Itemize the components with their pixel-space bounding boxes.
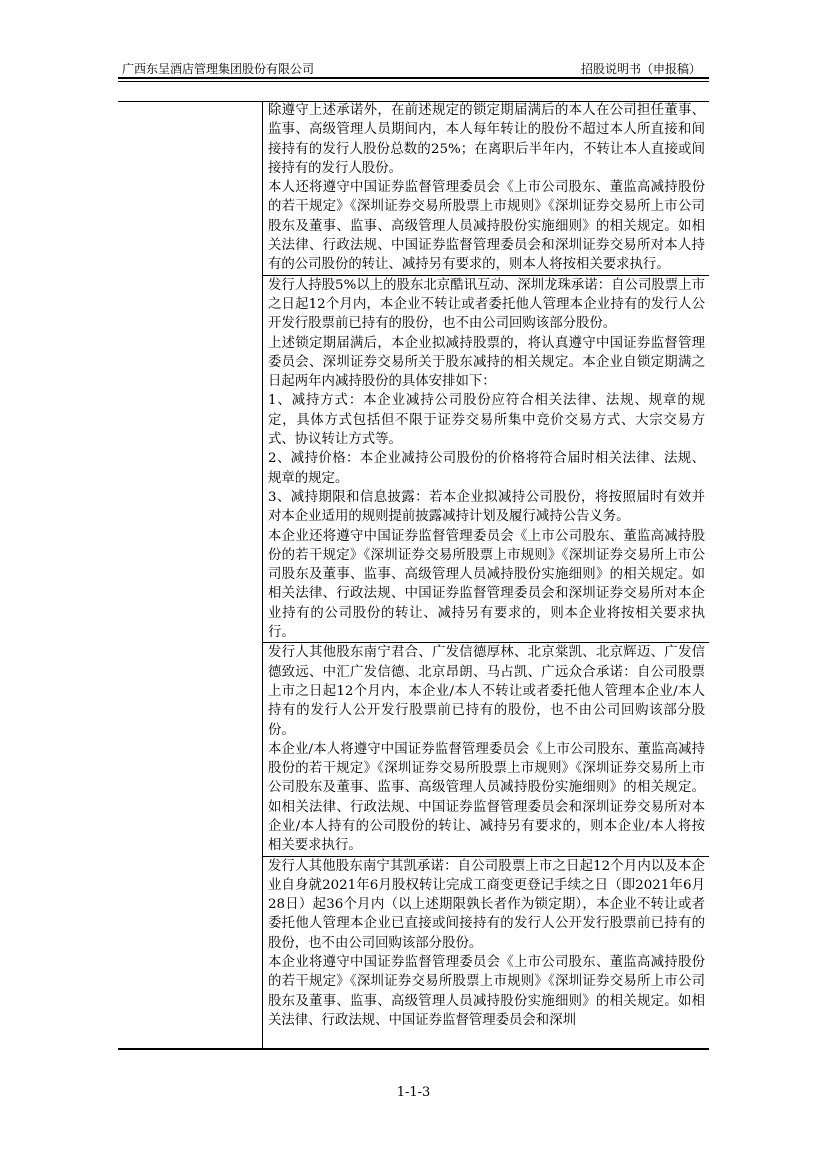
cell-paragraph: 1、减持方式：本企业减持公司股份应符合相关法律、法规、规章的规定，具体方式包括但不限于证券交易所集中竞价交易方式、大宗交易方式、协议转让方式等。 [268, 393, 705, 448]
cell-paragraph: 本企业/本人将遵守中国证券监督管理委员会《上市公司股东、董监高减持股份的若干规定》《深圳证券交易所股票上市规则》《深圳证券交易所上市公司股东及董事、监事、高级管理人员减持股份实施细则》的相关规定。如相关法律、行政法规、中国证券监督管理委员会和深圳证券交易所对本企业/本人持有的公司股份的转让、减持另有要求的，则本企业/本人将按相关要求执行。 [268, 741, 705, 854]
table-cell [263, 276, 709, 644]
cell-paragraph: 发行人其他股东南宁君合、广发信德厚林、北京棠凯、北京辉迈、广发信德致远、中汇广发信德、北京昂朗、马占凯、广远众合承诺：自公司股票上市之日起12个月内，本企业/本人不转让或者委托他人管理本企业/本人持有的发行人公开发行股票前已持有的股份，也不由公司回购该部分股份。 [268, 645, 705, 738]
document-title: 招股说明书（申报稿） [580, 62, 701, 76]
table-bottom-rule [118, 1048, 709, 1050]
table-cell [263, 101, 709, 276]
header-rule-thick [118, 77, 709, 79]
commitment-table [118, 101, 709, 1050]
table-cell [263, 643, 709, 856]
table-right-column [263, 101, 709, 1030]
table-cell [263, 857, 709, 1031]
cell-paragraph: 本企业将遵守中国证券监督管理委员会《上市公司股东、董监高减持股份的若干规定》《深圳证券交易所股票上市规则》《深圳证券交易所上市公司股东及董事、监事、高级管理人员减持股份实施细则》的相关规定。如相关法律、行政法规、中国证券监督管理委员会和深圳 [268, 955, 705, 1028]
cell-paragraph: 本人还将遵守中国证券监督管理委员会《上市公司股东、董监高减持股份的若干规定》《深圳证券交易所股票上市规则》《深圳证券交易所上市公司股东及董事、监事、高级管理人员减持股份实施细则》的相关规定。如相关法律、行政法规、中国证券监督管理委员会和深圳证券交易所对本人持有的公司股份的转让、减持另有要求的，则本人将按相关要求执行。 [268, 180, 705, 273]
cell-paragraph: 除遵守上述承诺外，在前述规定的锁定期届满后的本人在公司担任董事、监事、高级管理人员期间内，本人每年转让的股份不超过本人所直接和间接持有的发行人股份总数的25%；在离职后半年内，不转让本人直接或间接持有的发行人股份。 [268, 103, 705, 176]
cell-paragraph: 3、减持期限和信息披露：若本企业拟减持公司股份，将按照届时有效并对本企业适用的规则提前披露减持计划及履行减持公告义务。 [268, 489, 705, 525]
page-header [118, 58, 709, 78]
cell-paragraph: 2、减持价格：本企业减持公司股份的价格将符合届时相关法律、法规、规章的规定。 [268, 451, 705, 486]
cell-paragraph: 本企业还将遵守中国证券监督管理委员会《上市公司股东、董监高减持股份的若干规定》《深圳证券交易所股票上市规则》《深圳证券交易所上市公司股东及董事、监事、高级管理人员减持股份实施细则》的相关规定。如相关法律、行政法规、中国证券监督管理委员会和深圳证券交易所对本企业持有的公司股份的转让、减持另有要求的，则本企业将按相关要求执行。 [268, 528, 705, 641]
cell-paragraph: 发行人持股5%以上的股东北京酷讯互动、深圳龙珠承诺：自公司股票上市之日起12个月内，本企业不转让或者委托他人管理本企业持有的发行人公开发行股票前已持有的股份，也不由公司回购该部分股份。 [268, 277, 705, 332]
page-number: 1-1-3 [396, 1085, 431, 1100]
table-left-column [118, 101, 263, 1050]
cell-paragraph: 发行人其他股东南宁其凯承诺：自公司股票上市之日起12个月内以及本企业自身就2021年6月股权转让完成工商变更登记手续之日（即2021年6月28日）起36个月内（以上述期限孰长者作为锁定期），本企业不转让或者委托他人管理本企业已直接或间接持有的发行人公开发行股票前已持有的股份，也不由公司回购该部分股份。 [268, 858, 705, 951]
company-name: 广西东呈酒店管理集团股份有限公司 [122, 62, 315, 76]
cell-paragraph: 上述锁定期届满后，本企业拟减持股票的，将认真遵守中国证券监督管理委员会、深圳证券交易所关于股东减持的相关规定。本企业自锁定期满之日起两年内减持股份的具体安排如下： [268, 335, 705, 390]
header-rule-thin [118, 81, 709, 82]
